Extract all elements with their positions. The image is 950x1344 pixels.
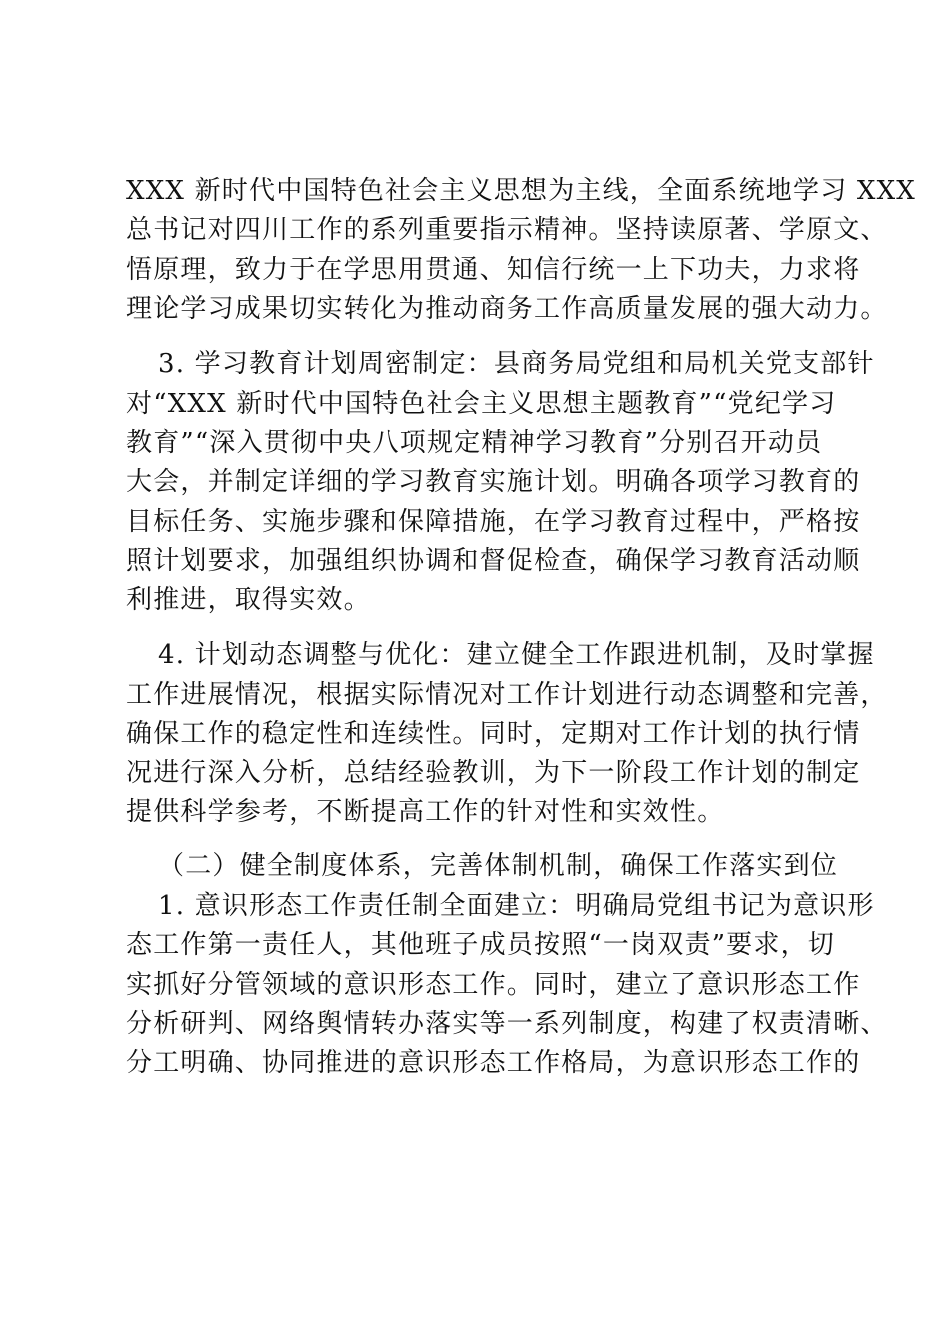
section-heading-text: （二）健全制度体系，完善体制机制，确保工作落实到位 bbox=[158, 851, 839, 881]
text-line: 大会，并制定详细的学习教育实施计划。明确各项学习教育的 bbox=[126, 467, 861, 497]
text-line: 确保工作的稳定性和连续性。同时，定期对工作计划的执行情 bbox=[126, 719, 861, 749]
text-line: 态工作第一责任人，其他班子成员按照“一岗双责”要求，切 bbox=[126, 930, 835, 960]
text-line: 理论学习成果切实转化为推动商务工作高质量发展的强大动力。 bbox=[126, 294, 888, 324]
text-line: 1. 意识形态工作责任制全面建立：明确局党组书记为意识形 bbox=[158, 891, 875, 921]
text-line: 况进行深入分析，总结经验教训，为下一阶段工作计划的制定 bbox=[126, 758, 861, 788]
text-line: 悟原理，致力于在学思用贯通、知信行统一上下功夫，力求将 bbox=[126, 255, 861, 285]
text-line: 照计划要求，加强组织协调和督促检查，确保学习教育活动顺 bbox=[126, 546, 861, 576]
text-line: 分析研判、网络舆情转办落实等一系列制度，构建了权责清晰、 bbox=[126, 1009, 888, 1039]
text-line: 利推进，取得实效。 bbox=[126, 585, 371, 615]
text-line: 教育”“深入贯彻中央八项规定精神学习教育”分别召开动员 bbox=[126, 428, 823, 458]
text-line: 4. 计划动态调整与优化：建立健全工作跟进机制，及时掌握 bbox=[158, 640, 875, 670]
text-line: 对“XXX 新时代中国特色社会主义思想主题教育”“党纪学习 bbox=[126, 389, 837, 419]
text-line: 总书记对四川工作的系列重要指示精神。坚持读原著、学原文、 bbox=[126, 215, 888, 245]
text-line: 工作进展情况，根据实际情况对工作计划进行动态调整和完善， bbox=[126, 680, 888, 710]
text-line: 目标任务、实施步骤和保障措施，在学习教育过程中，严格按 bbox=[126, 507, 861, 537]
text-line: XXX 新时代中国特色社会主义思想为主线，全面系统地学习 XXX bbox=[126, 176, 916, 206]
text-line: 分工明确、协同推进的意识形态工作格局，为意识形态工作的 bbox=[126, 1048, 861, 1078]
text-line: 提供科学参考，不断提高工作的针对性和实效性。 bbox=[126, 797, 725, 827]
text-line: 3. 学习教育计划周密制定：县商务局党组和局机关党支部针 bbox=[158, 349, 875, 379]
text-line: 实抓好分管领域的意识形态工作。同时，建立了意识形态工作 bbox=[126, 970, 861, 1000]
